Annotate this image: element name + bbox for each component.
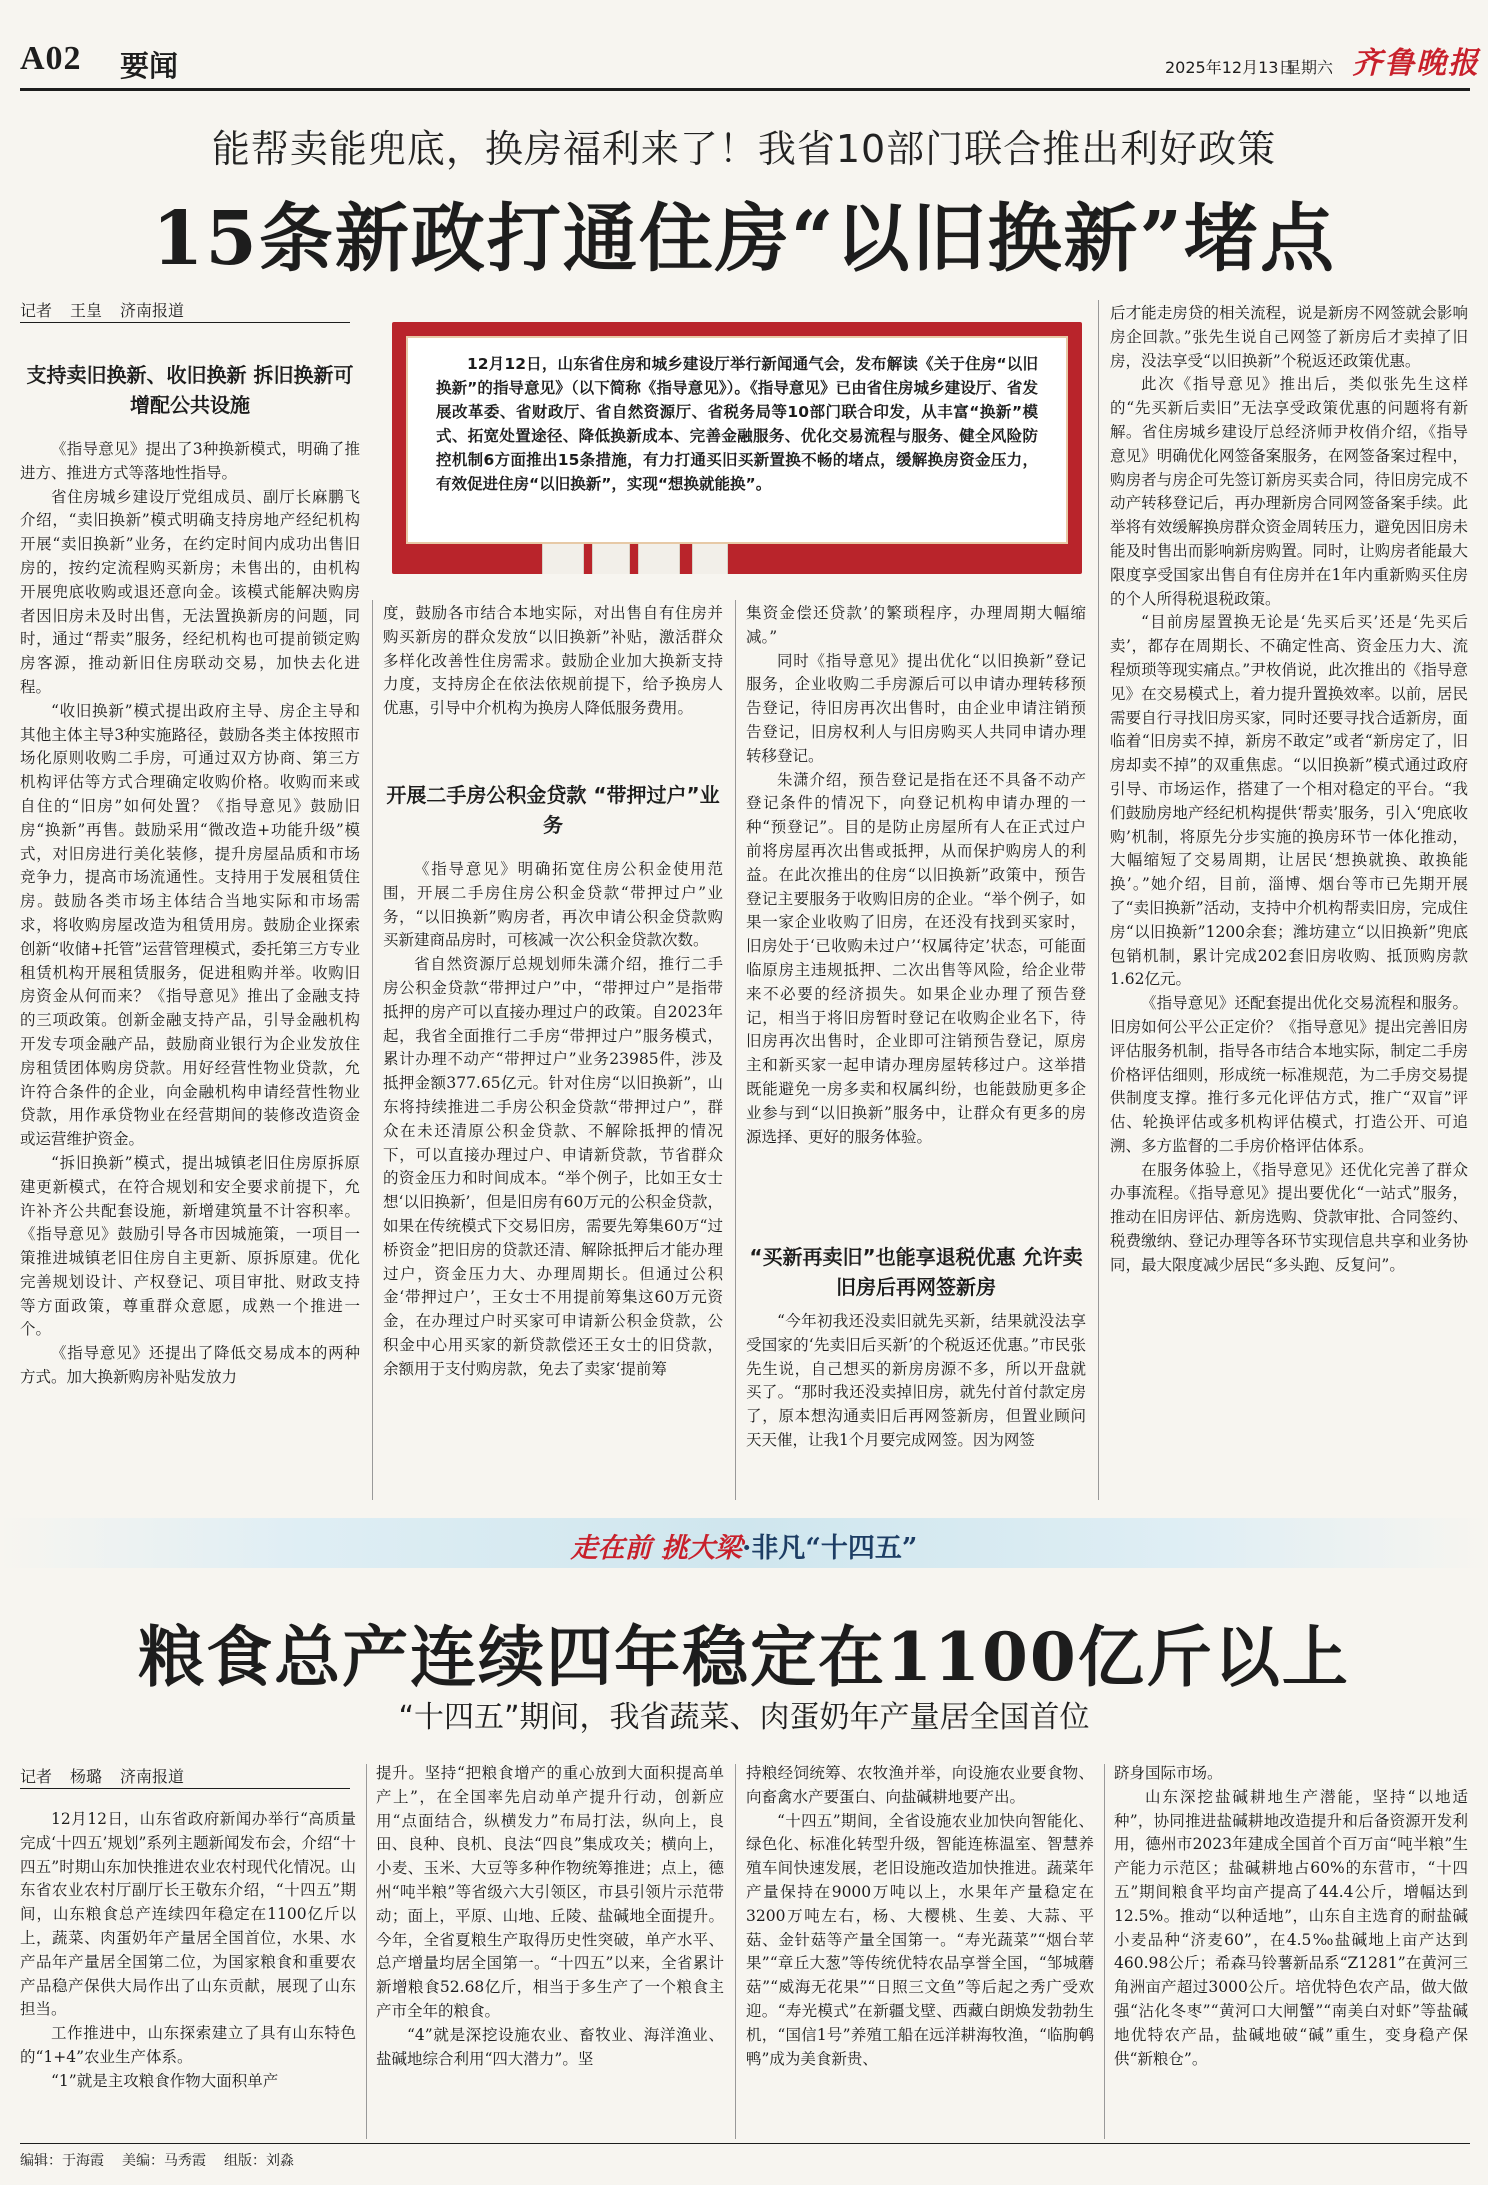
article1-kicker: 能帮卖能兜底，换房福利来了！我省10部门联合推出利好政策 [211, 127, 1277, 171]
paragraph: 《指导意见》还提出了降低交易成本的两种方式。加大换新购房补贴发放力 [20, 1344, 360, 1387]
paragraph: 度，鼓励各市结合本地实际，对出售自有住房并购买新房的群众发放“以旧换新”补贴，激活群众多样化改善性住房需求。鼓励企业加大换新支持力度，支持房企在依法依规前提下，给予换房人优惠，引导中介机构为换房人降低服务费用。 [383, 604, 723, 718]
paragraph: 朱潇介绍，预告登记是指在还不具备不动产登记条件的情况下，向登记机构申请办理的一种“预登记”。目的是防止房屋所有人在正式过户前将房屋再次出售或抵押，从而保护购房人的利益。在此次推出的住房“以旧换新”政策中，预告登记主要服务于收购旧房的企业。“举个例子，如果一家企业收购了旧房，在还没有找到买家时，旧房处于‘已收购未过户’‘权属待定’状态，可能面临原房主违规抵押、二次出售等风险，给企业带来不必要的经济损失。如果企业办理了预告登记，相当于将旧房暂时登记在收购企业名下，待旧房再次出售时，企业即可注销预告登记，原房主和新买家一起申请办理房屋转移过户。这举措既能避免一房多卖和权属纠纷，也能鼓励更多企业参与到“以旧换新”服务中，让群众有更多的房源选择、更好的服务体验。 [746, 770, 1086, 1146]
article2-column-1 [20, 1808, 356, 2138]
byline-place: 济南报道 [120, 301, 185, 320]
paragraph: 《指导意见》提出了3种换新模式，明确了推进方、推进方式等落地性指导。 [20, 440, 360, 482]
byline-name: 杨璐 [70, 1767, 103, 1786]
paragraph: “十四五”期间，全省设施农业加快向智能化、绿色化、标准化转型升级，智能连栋温室、智慧养殖车间快速发展，老旧设施改造加快推进。蔬菜年产量保持在9000万吨以上，水果年产量稳定在3200万吨左右，杨、大樱桃、生姜、大蒜、平菇、金针菇等产量全国第一。“寿光蔬菜”“烟台苹果”“章丘大葱”等传统优特农品享誉全国，“邹城蘑菇”“威海无花果”“日照三文鱼”等后起之秀广受欢迎。“寿光模式”在新疆戈壁、西藏白朗焕发勃勃生机，“国信1号”养殖工船在远洋耕海牧渔，“临朐鹌鸭”成为美食新贵、 [746, 1811, 1094, 2068]
byline-role: 记者 [20, 1767, 53, 1786]
column-divider [366, 1764, 367, 2139]
credit-proof: 组版：刘淼 [224, 2153, 294, 2169]
paragraph: 《指导意见》还配套提出优化交易流程和服务。旧房如何公平公正定价？《指导意见》提出完善旧房评估服务机制，指导各市结合本地实际，制定二手房价格评估细则，形成统一标准规范，为二手房交易提供制度支撑。推行多元化评估方式，推广“双盲”评估、轮换评估或多机构评估模式，打造公开、可追溯、多方监督的二手房价格评估体系。 [1110, 994, 1468, 1155]
article1-subheading-2: 开展二手房公积金贷款 “带押过户”业务 [386, 783, 720, 837]
byline-role: 记者 [20, 301, 53, 320]
column-divider [372, 600, 373, 1500]
page-number: A02 [20, 40, 82, 77]
article2-column-3 [746, 1762, 1094, 2138]
paragraph: “1”就是主攻粮食作物大面积单产 [51, 2071, 279, 2090]
issue-weekday: 星期六 [1285, 58, 1334, 77]
paragraph: 后才能走房贷的相关流程，说是新房不网签就会影响房企回款。”张先生说自己网签了新房后才卖掉了旧房，没法享受“以旧换新”个税返还政策优惠。 [1110, 304, 1468, 370]
article1-subheading-1: 支持卖旧换新、收旧换新 拆旧换新可增配公共设施 [26, 363, 354, 417]
article1-byline [20, 298, 184, 321]
article2-kicker: “十四五”期间，我省蔬菜、肉蛋奶年产量居全国首位 [398, 1700, 1090, 1735]
paragraph: 集资金偿还贷款’的繁琐程序，办理周期大幅缩减。” [746, 604, 1086, 646]
paragraph: “拆旧换新”模式，提出城镇老旧住房原拆原建更新模式，在符合规划和安全要求前提下，允许补齐公共配套设施，新增建筑量不计容积率。《指导意见》鼓励引导各市因城施策，一项目一策推进城镇老旧住房自主更新、原拆原建。优化完善规划设计、产权登记、项目审批、财政支持等方面政策，尊重群众意愿，成熟一个推进一个。 [20, 1153, 360, 1339]
paragraph: 此次《指导意见》推出后，类似张先生这样的“先买新后卖旧”无法享受政策优惠的问题将有新解。省住房城乡建设厅总经济师尹枚俏介绍，《指导意见》明确优化网签备案服务，在网签备案过程中，购房者与房企可先签订新房买卖合同，待旧房完成不动产转移登记后，再办理新房合同网签备案手续。此举将有效缓解换房群众资金周转压力，避免因旧房未能及时售出而影响新房购置。同时，让购房者能最大限度享受国家出售自有住房并在1年内重新购买住房的个人所得税退税政策。 [1110, 375, 1468, 608]
paragraph: “目前房屋置换无论是‘先买后买’还是‘先买后卖’，都存在周期长、不确定性高、资金压力大、流程烦琐等现实痛点。”尹枚俏说，此次推出的《指导意见》在交易模式上，着力提升置换效率。以前，居民需要自行寻找旧房买家，同时还要寻找合适新房，面临着“旧房卖不掉，新房不敢定”或者“新房定了，旧房却卖不掉”的双重焦虑。“以旧换新”模式通过政府引导、市场运作，搭建了一个相对稳定的平台。“我们鼓励房地产经纪机构提供‘帮卖’服务，引入‘兜底收购’机制，将原先分步实施的换房环节一体化推动，大幅缩短了交易周期，让居民‘想换就换、敢换能换’。”她介绍，目前，淄博、烟台等市已先期开展了“卖旧换新”活动，支持中介机构帮卖旧房，完成住房“以旧换新”1200余套；潍坊建立“以旧换新”兜底包销机制，累计完成202套旧房收购、抵顶购房款1.62亿元。 [1110, 613, 1468, 989]
paragraph: 省住房城乡建设厅党组成员、副厅长麻鹏飞介绍，“卖旧换新”模式明确支持房地产经纪机构开展“卖旧换新”业务，在约定时间内成功出售旧房的，按约定流程购买新房；未售出的，由机构开展兜底收购或退还意向金。该模式能解决购房者因旧房未及时出售，无法置换新房的问题，同时，通过“帮卖”服务，经纪机构也可提前锁定购房客源，推动新旧住房联动交易，加快去化进程。 [20, 487, 360, 696]
paragraph: 提升。坚持“把粮食增产的重心放到大面积提高单产上”，在全国率先启动单产提升行动，创新应用“点面结合，纵横发力”布局打法，纵向上，良田、良种、良机、良法“四良”集成攻关；横向上，小麦、玉米、大豆等多种作物统筹推进；点上，德州“吨半粮”等省级六大引领区，市县引领片示范带动；面上，平原、山地、丘陵、盐碱地全面提升。今年，全省夏粮生产取得历史性突破，单产水平、总产增量均居全国第一。“十四五”以来，全省累计新增粮食52.68亿斤，相当于多生产了一个粮食主产市全年的粮食。 [376, 1764, 724, 2020]
article1-column-3b [746, 1310, 1086, 1500]
article1-column-2b [383, 858, 723, 1500]
paragraph: 《指导意见》明确拓宽住房公积金使用范围，开展二手房住房公积金贷款“带押过户”业务，“以旧换新”购房者，再次申请公积金贷款购买新建商品房时，可核减一次公积金贷款次数。 [383, 860, 723, 950]
series-banner-text [0, 1526, 1488, 1565]
paragraph: 跻身国际市场。 [1114, 1764, 1223, 1782]
paragraph: 持粮经饲统筹、农牧渔并举，向设施农业要食物、向畜禽水产要蛋白、向盐碱耕地要产出。 [746, 1764, 1094, 1806]
paragraph: 省自然资源厅总规划师朱潇介绍，推行二手房公积金贷款“带押过户”中，“带押过户”是指带抵押的房产可以直接办理过户的政策。自2023年起，我省全面推行二手房“带押过户”服务模式，累计办理不动产“带押过户”业务23985件，涉及抵押金额377.65亿元。针对住房“以旧换新”，山东将持续推进二手房公积金贷款“带押过户”，群众在未还清原公积金贷款、不解除抵押的情况下，可以直接办理过户、申请新贷款，节省群众的资金压力和时间成本。“举个例子，比如王女士想‘以旧换新’，但是旧房有60万元的公积金贷款，如果在传统模式下交易旧房，需要先筹集60万“过桥资金”把旧房的贷款还清、解除抵押后才能办理过户，资金压力大、办理周期长。但通过公积金‘带押过户’，王女士不用提前筹集这60万元资金，在办理过户时买家可申请新公积金贷款，公积金中心用买家的新贷款偿还王女士的旧贷款，余额用于支付购房款，免去了卖家‘提前筹 [383, 955, 723, 1378]
byline-rule [20, 322, 350, 323]
paragraph: 山东深挖盐碱耕地生产潜能，坚持“以地适种”，协同推进盐碱耕地改造提升和后备资源开发利用，德州市2023年建成全国首个百万亩“吨半粮”生产能力示范区；盐碱耕地占60%的东营市，“十四五”期间粮食平均亩产提高了44.4公斤，增幅达到12.5%。推动“以种适地”，山东自主选育的耐盐碱小麦品种“济麦60”，在4.5‰盐碱地上亩产达到460.98公斤；希森马铃薯新品系“Z1281”在黄河三角洲亩产超过3000公斤。培优特色农产品，做大做强“沾化冬枣”“黄河口大闸蟹”“南美白对虾”等盐碱地优特农产品，盐碱地破“碱”重生，变身稳产保供“新粮仓”。 [1114, 1787, 1468, 2068]
page-credits [20, 2150, 312, 2170]
article1-lead: 12月12日，山东省住房和城乡建设厅举行新闻通气会，发布解读《关于住房“以旧换新”的指导意见》（以下简称《指导意见》）。《指导意见》已由省住房城乡建设厅、省发展改革委、省财政厅、省自然资源厅、省税务局等10部门联合印发，从丰富“换新”模式、拓宽处置途径、降低换新成本、完善金融服务、优化交易流程与服务、健全风险防控机制6方面推出15条措施，有力打通买旧买新置换不畅的堵点，缓解换房资金压力，有效促进住房“以旧换新”，实现“想换就能换”。 [406, 336, 1068, 544]
paragraph: “收旧换新”模式提出政府主导、房企主导和其他主体主导3种实施路径，鼓励各类主体按照市场化原则收购二手房，可通过双方协商、第三方机构评估等方式合理确定收购价格。收购而来或自住的“旧房”如何处置？《指导意见》鼓励旧房“换新”再售。鼓励采用“微改造+功能升级”模式，对旧房进行美化装修，提升房屋品质和市场竞争力，提高市场流通性。支持用于发展租赁住房。鼓励各类市场主体结合当地实际和市场需求，将收购房屋改造为租赁用房。鼓励企业探索创新“收储+托管”运营管理模式，委托第三方专业租赁机构开展租赁服务，促进租购并举。收购旧房资金从何而来？《指导意见》推出了金融支持的三项政策。创新金融支持产品，引导金融机构开发专项金融产品，鼓励商业银行为企业发放住房租赁团体购房贷款。用好经营性物业贷款，允许符合条件的企业，向金融机构申请经营性物业贷款，用作承贷物业在经营期间的装修改造资金或运营维护资金。 [20, 701, 360, 1149]
article1-subheading-3: “买新再卖旧”也能享退税优惠 允许卖旧房后再网签新房 [749, 1245, 1083, 1299]
byline-place: 济南报道 [120, 1767, 185, 1786]
header-rule [20, 88, 1470, 91]
section-name: 要闻 [120, 49, 179, 83]
credit-editor: 编辑：于海霞 [20, 2153, 104, 2169]
article1-column-3 [746, 602, 1086, 1240]
footer-rule [20, 2143, 1470, 2144]
series-slogan: 走在前 挑大梁 [570, 1533, 742, 1564]
article1-title: 15条新政打通住房“以旧换新”堵点 [151, 196, 1337, 282]
column-divider [1098, 300, 1099, 1500]
column-divider [735, 600, 736, 1500]
article1-column-4 [1110, 302, 1468, 1500]
column-divider [735, 1764, 736, 2139]
paragraph: “今年初我还没卖旧就先买新，结果就没法享受国家的‘先卖旧后买新’的个税返还优惠。”市民张先生说，自己想买的新房房源不多，所以开盘就买了。“那时我还没卖掉旧房，就先付首付款定房了，原本想沟通卖旧后再网签新房，但置业顾问天天催，让我1个月要完成网签。因为网签 [746, 1312, 1086, 1449]
article2-byline [20, 1764, 184, 1787]
column-divider [1104, 1764, 1105, 2139]
byline-name: 王皇 [70, 301, 103, 320]
newspaper-logo: 齐鲁晚报 [1352, 46, 1480, 81]
paragraph: 工作推进中，山东探索建立了具有山东特色的“1+4”农业生产体系。 [20, 2024, 356, 2066]
paragraph: 同时《指导意见》提出优化“以旧换新”登记服务，企业收购二手房源后可以申请办理转移预告登记，待旧房再次出售时，由企业申请注销预告登记，旧房权利人与旧房购买人共同申请办理转移登记。 [746, 651, 1086, 765]
byline-rule [20, 1788, 350, 1789]
article2-column-4 [1114, 1762, 1468, 2138]
credit-art: 美编：马秀霞 [122, 2153, 206, 2169]
issue-date: 2025年12月13日 [1165, 58, 1295, 77]
article1-lead-box [392, 322, 1082, 574]
series-label: ·非凡“十四五” [741, 1533, 918, 1564]
paragraph: 12月12日，山东省政府新闻办举行“高质量完成‘十四五’规划”系列主题新闻发布会，介绍“十四五”时期山东加快推进农业农村现代化情况。山东省农业农村厅副厅长王敬东介绍，“十四五”期间，山东粮食总产连续四年稳定在1100亿斤以上，蔬菜、肉蛋奶年产量居全国首位，水果、水产品年产量居全国第二位，为国家粮食和重要农产品稳产保供大局作出了山东贡献，展现了山东担当。 [20, 1810, 356, 2019]
article1-column-2 [383, 602, 723, 737]
article2-column-2 [376, 1762, 724, 2138]
paragraph: “4”就是深挖设施农业、畜牧业、海洋渔业、盐碱地综合利用“四大潜力”。坚 [376, 2025, 724, 2068]
article2-title: 粮食总产连续四年稳定在1100亿斤以上 [138, 1618, 1350, 1696]
paragraph: 在服务体验上，《指导意见》还优化完善了群众办事流程。《指导意见》提出要优化“一站式”服务，推动在旧房评估、新房选购、贷款审批、合同签约、税费缴纳、登记办理等各环节实现信息共享和业务协同，最大限度减少居民“多头跑、反复问”。 [1110, 1160, 1468, 1274]
article1-column-1 [20, 438, 360, 1500]
